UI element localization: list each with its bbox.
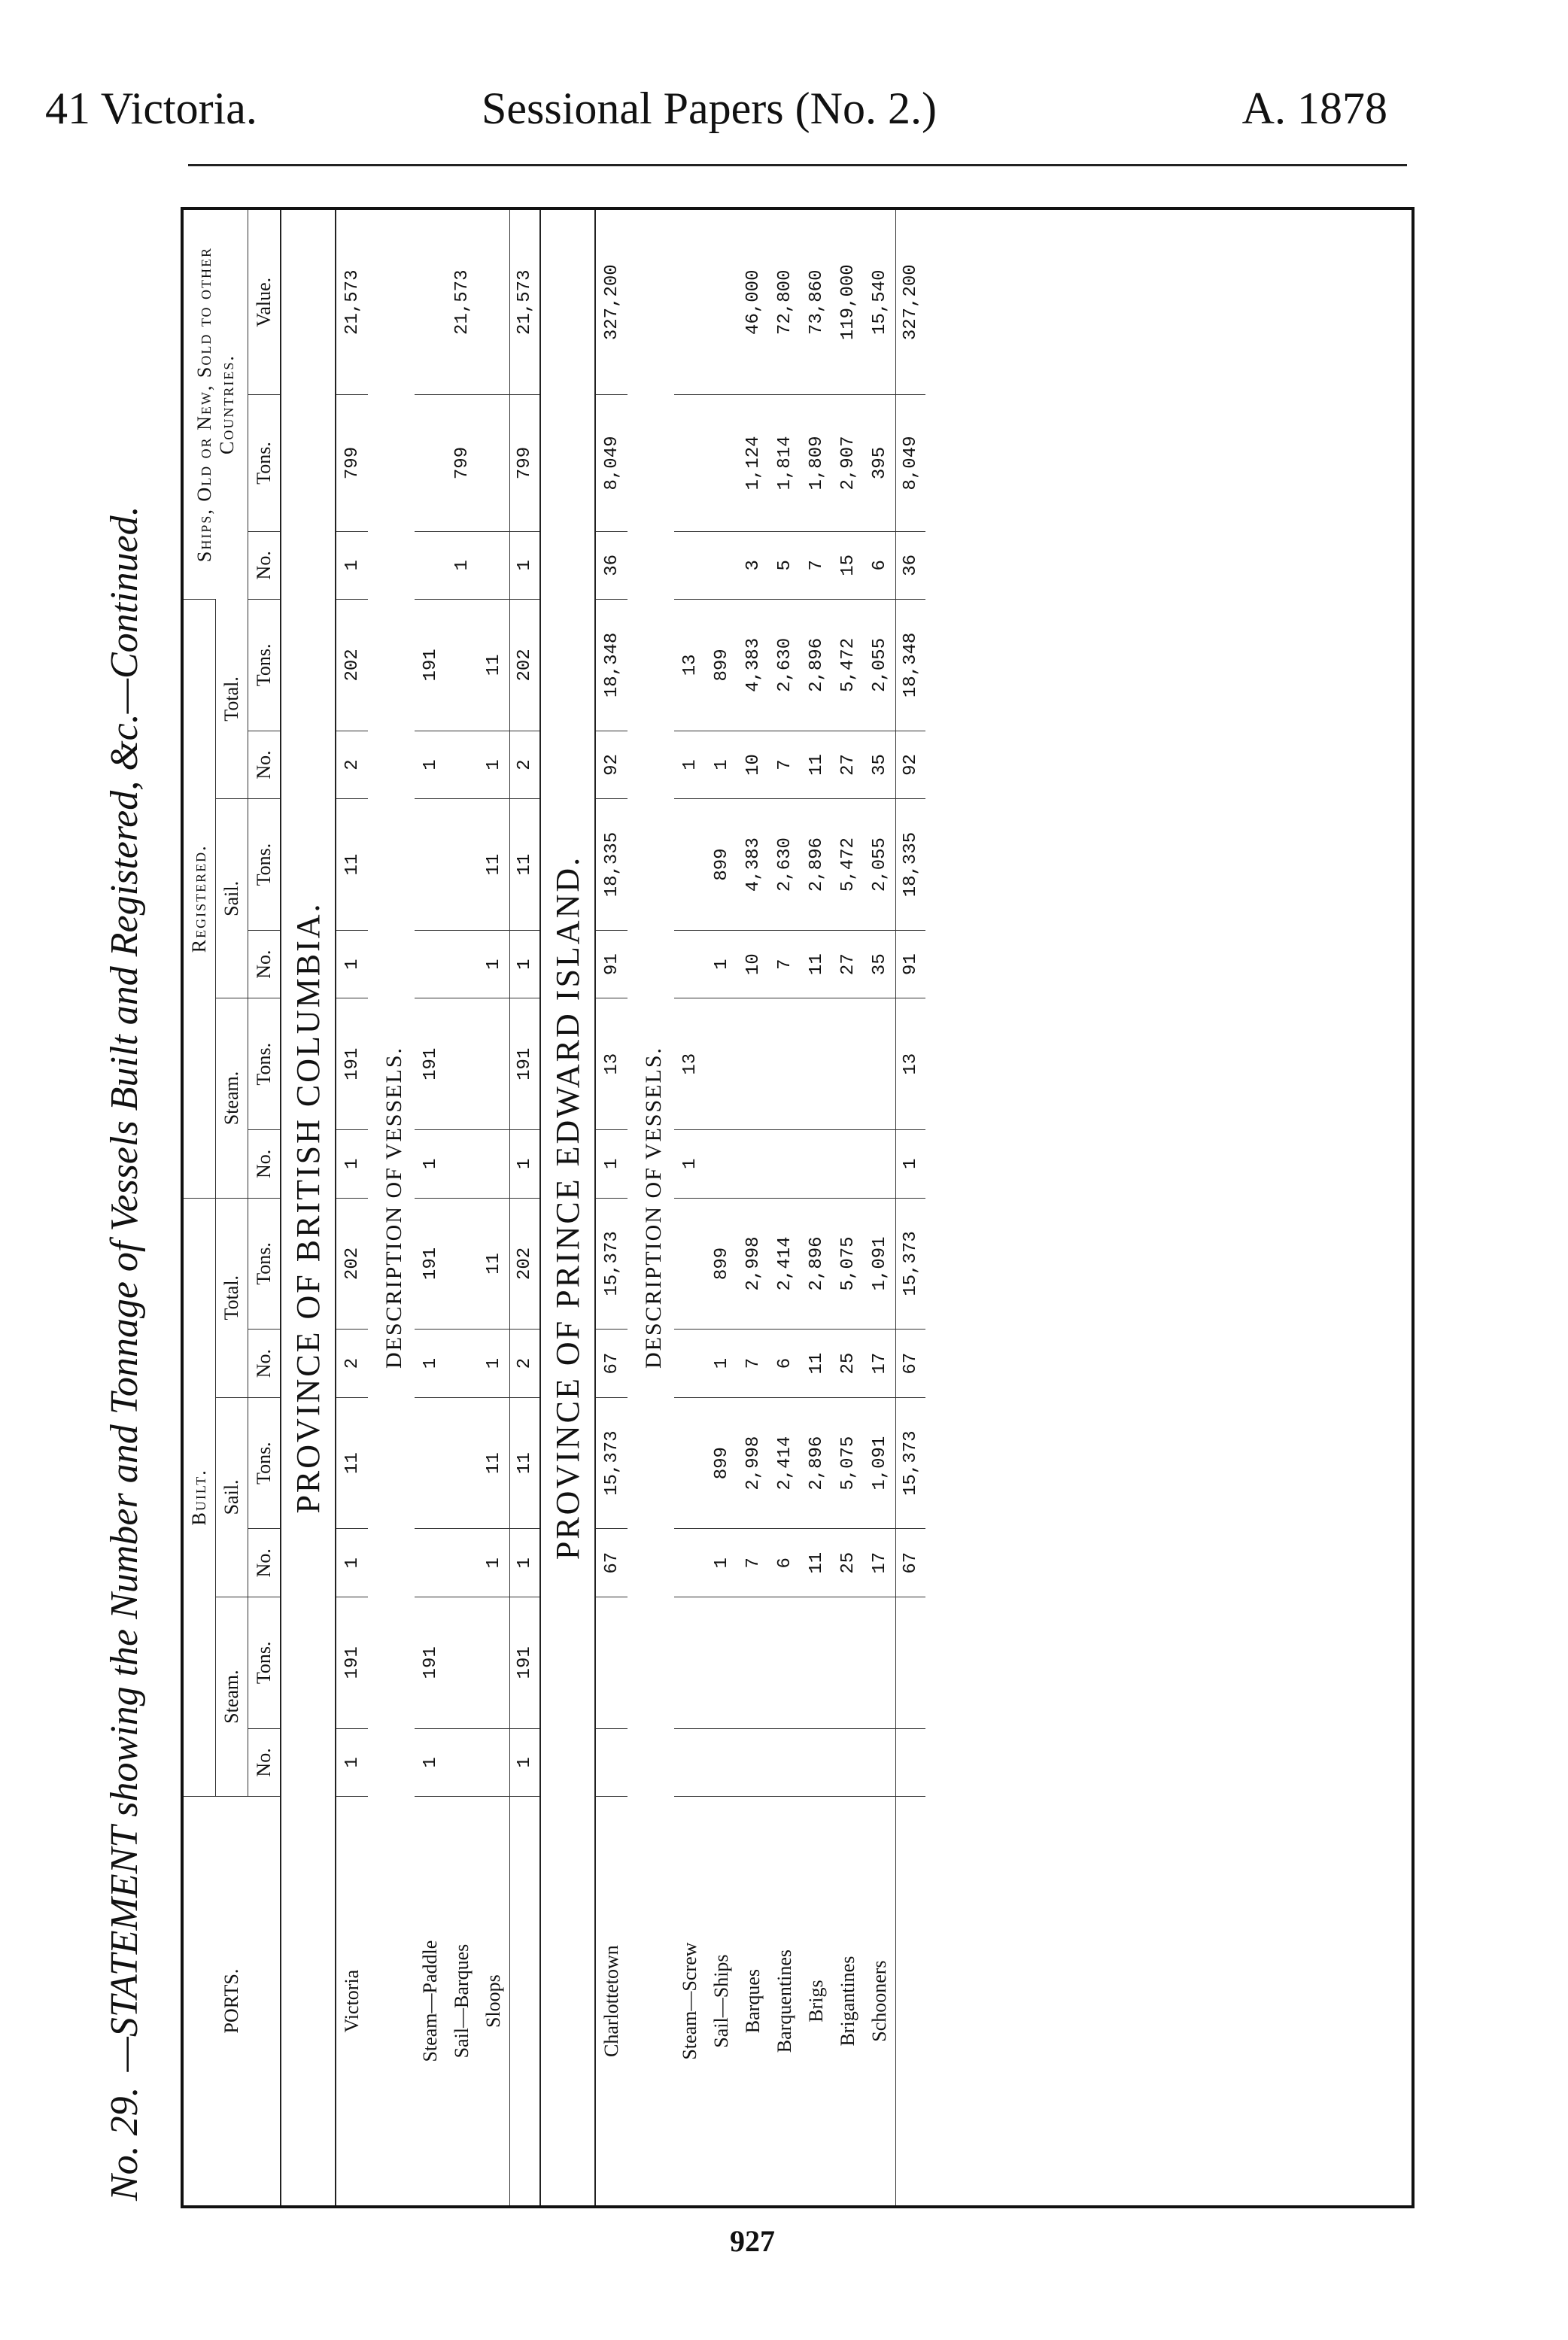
table-cell: 2,414 (769, 1397, 801, 1529)
col-registered: Registered. (184, 600, 216, 1199)
table-cell: 18,335 (595, 799, 628, 931)
table-cell (832, 1597, 864, 1729)
table-cell: 1,091 (864, 1198, 896, 1330)
header-rule (188, 164, 1407, 166)
table-cell: 799 (336, 395, 368, 531)
table-cell: 11 (801, 731, 832, 799)
table-cell (706, 531, 737, 600)
col-tons: Tons. (248, 1397, 281, 1529)
table-cell (864, 1728, 896, 1797)
col-no: No. (248, 531, 281, 600)
table-cell: 191 (510, 998, 541, 1130)
table-cell: 799 (446, 395, 478, 531)
table-cell (769, 998, 801, 1130)
table-cell: 899 (706, 799, 737, 931)
table-cell: 21,573 (342, 269, 363, 335)
table-cell: 2,896 (801, 600, 832, 731)
description-row (737, 210, 769, 2205)
table-cell: 67 (595, 1330, 628, 1398)
table-cell (706, 1597, 737, 1729)
table-cell: 1,814 (769, 395, 801, 531)
table-cell: 2,414 (769, 1198, 801, 1330)
table-cell: 1 (478, 1330, 510, 1398)
table-cell (864, 998, 896, 1130)
col-tons: Tons. (248, 1597, 281, 1729)
table-cell (706, 1130, 737, 1199)
table-cell (674, 1529, 706, 1597)
table-cell: 1 (510, 930, 541, 998)
table-cell (446, 731, 478, 799)
province-prince-edward-island-heading (540, 210, 595, 2205)
table-cell: 2,998 (737, 1198, 769, 1330)
table-cell (478, 998, 510, 1130)
table-cell: 1 (510, 1130, 541, 1199)
table-cell: 27 (832, 930, 864, 998)
header-center: Sessional Papers (No. 2.) (482, 84, 937, 133)
table-cell (674, 395, 706, 531)
table-cell: 1 (706, 930, 737, 998)
table-cell (769, 1130, 801, 1199)
table-cell (769, 1597, 801, 1729)
table-cell: 6 (769, 1529, 801, 1597)
table-cell: 72,800 (774, 269, 795, 335)
description-row (801, 210, 832, 2205)
table-cell (737, 1728, 769, 1797)
table-cell (801, 1597, 832, 1729)
table-cell: 1 (415, 1130, 446, 1199)
table-cell: 73,860 (806, 269, 827, 335)
table-cell: 67 (595, 1529, 628, 1597)
table-cell (706, 1728, 737, 1797)
statement-table (184, 210, 925, 2205)
description-row (415, 210, 446, 2205)
table-cell: 21,573 (451, 269, 473, 335)
col-tons: Tons. (248, 799, 281, 931)
table-cell: 191 (510, 1597, 541, 1729)
table-cell: 11 (478, 799, 510, 931)
table-cell: 5,472 (832, 799, 864, 931)
table-cell: 8,049 (595, 395, 628, 531)
table-cell (478, 1728, 510, 1797)
table-cell: 11 (336, 1397, 368, 1529)
table-cell (674, 930, 706, 998)
table-cell (446, 1397, 478, 1529)
table-cell (801, 998, 832, 1130)
col-value: Value. (248, 210, 281, 395)
table-cell: 327,200 (896, 210, 926, 395)
table-cell: 15,373 (896, 1198, 926, 1330)
table-cell: 1 (706, 731, 737, 799)
table-cell (674, 210, 706, 395)
table-cell: 899 (706, 1198, 737, 1330)
table-cell: 191 (415, 1597, 446, 1729)
table-cell (478, 531, 510, 600)
table-cell: 10 (737, 930, 769, 998)
table-cell: 1 (336, 531, 368, 600)
table-cell: 2,630 (769, 799, 801, 931)
table-cell: 1,809 (801, 395, 832, 531)
spacer-cell (368, 210, 374, 2205)
table-cell: 2 (510, 1330, 541, 1398)
table-cell: 191 (336, 998, 368, 1130)
province-prince-edward-island-description-heading (634, 210, 674, 2205)
table-cell (415, 1529, 446, 1597)
table-cell (446, 600, 478, 731)
table-cell: 1,091 (864, 1397, 896, 1529)
table-cell: 21,573 (510, 210, 541, 395)
table-cell: 5,075 (832, 1198, 864, 1330)
col-sold: Ships, Old or New, Sold to other Countries. (184, 210, 248, 600)
statement-body (281, 210, 925, 2205)
table-cell: 5 (769, 531, 801, 600)
province-british-columbia-description-heading-text: DESCRIPTION OF VESSELS. (381, 1046, 406, 1369)
table-cell: 1 (896, 1130, 926, 1199)
row-label (896, 1797, 926, 2205)
row-label: Schooners (864, 1797, 896, 2205)
table-cell: 1 (674, 1130, 706, 1199)
table-cell (415, 1397, 446, 1529)
table-cell: 11 (478, 1198, 510, 1330)
table-cell (674, 799, 706, 931)
table-cell: 1 (510, 531, 541, 600)
table-cell: 2 (336, 731, 368, 799)
table-cell: 1 (478, 930, 510, 998)
table-cell: 11 (336, 799, 368, 931)
description-row (769, 210, 801, 2205)
table-cell: 202 (510, 600, 541, 731)
page-number: 927 (730, 2224, 775, 2258)
table-cell: 17 (864, 1529, 896, 1597)
province-british-columbia-heading (281, 210, 336, 2205)
spacer-row (628, 210, 634, 2205)
table-cell: 5,472 (832, 600, 864, 731)
row-label: Sail—Ships (706, 1797, 737, 2205)
statement-table-frame (181, 207, 1415, 2208)
province-prince-edward-island-heading-text: PROVINCE OF PRINCE EDWARD ISLAND. (540, 210, 595, 2205)
table-cell: 2 (510, 731, 541, 799)
table-cell: 15,373 (896, 1397, 926, 1529)
table-cell: 18,335 (896, 799, 926, 931)
rotated-content (83, 192, 1437, 2223)
table-cell: 327,200 (601, 264, 622, 341)
table-cell (674, 1397, 706, 1529)
table-cell: 2,998 (737, 1397, 769, 1529)
table-cell (674, 1728, 706, 1797)
table-cell: 191 (415, 1198, 446, 1330)
table-cell (415, 531, 446, 600)
col-tons: Tons. (248, 600, 281, 731)
table-cell (864, 1130, 896, 1199)
description-row (832, 210, 864, 2205)
table-cell (832, 1130, 864, 1199)
row-label: Barquentines (769, 1797, 801, 2205)
table-cell (864, 1597, 896, 1729)
table-cell (446, 799, 478, 931)
caption-number: No. 29. (102, 2086, 146, 2201)
table-cell (737, 1130, 769, 1199)
table-cell: 4,383 (737, 600, 769, 731)
table-cell: 92 (896, 731, 926, 799)
table-cell (446, 1198, 478, 1330)
table-cell (446, 930, 478, 998)
table-cell: 202 (336, 600, 368, 731)
caption-text: —STATEMENT showing the Number and Tonnage of Vessels Built and Registered, &c.—Continued. (102, 506, 146, 2072)
table-cell: 1 (706, 1529, 737, 1597)
table-cell: 10 (737, 731, 769, 799)
table-cell: 6 (864, 531, 896, 600)
header-right: A. 1878 (1241, 84, 1387, 133)
col-tons: Tons. (248, 1198, 281, 1330)
table-cell: 13 (595, 998, 628, 1130)
col-no: No. (248, 731, 281, 799)
table-cell (737, 1597, 769, 1729)
description-row (864, 210, 896, 2205)
table-cell: 91 (896, 930, 926, 998)
table-cell: 2,630 (769, 600, 801, 731)
table-cell: 1 (446, 531, 478, 600)
table-cell: 2,896 (801, 799, 832, 931)
table-cell: 1,124 (737, 395, 769, 531)
table-cell: 2,055 (864, 799, 896, 931)
table-cell: 191 (336, 1597, 368, 1729)
table-cell: 7 (769, 731, 801, 799)
table-cell: 18,348 (595, 600, 628, 731)
table-cell: 25 (832, 1330, 864, 1398)
table-cell: 191 (415, 600, 446, 731)
row-label: Sail—Barques (446, 1797, 478, 2205)
province-british-columbia-description-heading (374, 210, 415, 2205)
col-ports: PORTS. (184, 1797, 281, 2205)
table-cell (706, 998, 737, 1130)
port-row (336, 210, 368, 2205)
port-row (595, 210, 628, 2205)
page-header (0, 0, 1568, 150)
table-cell (832, 998, 864, 1130)
table-cell (478, 210, 510, 395)
table-cell: 1 (510, 1529, 541, 1597)
table-cell: 91 (595, 930, 628, 998)
row-label: Brigantines (832, 1797, 864, 2205)
table-cell: 7 (801, 531, 832, 600)
table-cell: 35 (864, 930, 896, 998)
table-cell: 1 (510, 1728, 541, 1797)
table-cell: 5,075 (832, 1397, 864, 1529)
table-cell: 18,348 (896, 600, 926, 731)
table-cell: 13 (674, 600, 706, 731)
table-cell (446, 1728, 478, 1797)
table-cell (674, 1198, 706, 1330)
table-cell: 15,540 (869, 269, 890, 335)
table-cell: 2 (336, 1330, 368, 1398)
table-cell: 35 (864, 731, 896, 799)
table-cell: 899 (706, 600, 737, 731)
col-built-total: Total. (216, 1198, 248, 1397)
col-no: No. (248, 1330, 281, 1398)
table-cell: 1 (415, 1728, 446, 1797)
table-cell: 202 (510, 1198, 541, 1330)
table-cell: 119,000 (837, 264, 858, 341)
table-cell: 67 (896, 1529, 926, 1597)
table-cell (674, 531, 706, 600)
col-reg-sail: Sail. (216, 799, 248, 998)
table-cell: 8,049 (896, 395, 926, 531)
col-no: No. (248, 1728, 281, 1797)
spacer-row (368, 210, 374, 2205)
table-cell: 13 (896, 998, 926, 1130)
row-label: Barques (737, 1797, 769, 2205)
row-label: Brigs (801, 1797, 832, 2205)
table-cell: 67 (896, 1330, 926, 1398)
table-cell (446, 1529, 478, 1597)
table-cell: 15 (832, 531, 864, 600)
table-cell (415, 930, 446, 998)
table-cell: 11 (510, 799, 541, 931)
col-built-sail: Sail. (216, 1397, 248, 1597)
table-cell: 11 (801, 930, 832, 998)
col-tons: Tons. (248, 998, 281, 1130)
table-cell: 1 (595, 1130, 628, 1199)
table-cell: 11 (801, 1529, 832, 1597)
col-no: No. (248, 930, 281, 998)
table-cell (801, 1130, 832, 1199)
table-cell: 25 (832, 1529, 864, 1597)
table-cell (415, 395, 446, 531)
table-cell: 1 (415, 731, 446, 799)
table-cell: 1 (478, 1529, 510, 1597)
table-cell: 13 (674, 998, 706, 1130)
table-cell: 899 (706, 1397, 737, 1529)
table-cell (415, 210, 446, 395)
table-cell (415, 799, 446, 931)
table-cell: 1 (674, 731, 706, 799)
table-cell (478, 1130, 510, 1199)
table-cell: 395 (864, 395, 896, 531)
table-cell: 2,907 (832, 395, 864, 531)
province-prince-edward-island-description-heading-text: DESCRIPTION OF VESSELS. (641, 1046, 666, 1369)
total-row (896, 210, 926, 2205)
col-no: No. (248, 1529, 281, 1597)
table-cell (446, 1597, 478, 1729)
table-cell: 3 (737, 531, 769, 600)
table-cell (595, 1728, 628, 1797)
description-row (478, 210, 510, 2205)
col-reg-total: Total. (216, 600, 248, 799)
table-cell: 1 (415, 1330, 446, 1398)
statement-caption (83, 214, 166, 2201)
row-label: Sloops (478, 1797, 510, 2205)
table-cell: 2,896 (801, 1397, 832, 1529)
description-row (706, 210, 737, 2205)
table-cell (706, 395, 737, 531)
table-cell: 4,383 (737, 799, 769, 931)
table-cell: 191 (415, 998, 446, 1130)
col-no: No. (248, 1130, 281, 1199)
spacer-cell (628, 210, 634, 2205)
row-label: Victoria (336, 1797, 368, 2205)
table-cell: 46,000 (743, 269, 764, 335)
header-left: 41 Victoria. (45, 84, 257, 133)
col-built-steam: Steam. (216, 1597, 248, 1797)
table-cell (737, 998, 769, 1130)
table-cell (446, 1130, 478, 1199)
table-cell: 7 (769, 930, 801, 998)
description-row (674, 210, 706, 2205)
table-cell: 1 (336, 1130, 368, 1199)
table-cell: 202 (336, 1198, 368, 1330)
table-cell (832, 1728, 864, 1797)
table-cell (769, 1728, 801, 1797)
table-cell: 2,055 (864, 600, 896, 731)
table-cell (896, 1597, 926, 1729)
table-cell: 11 (478, 1397, 510, 1529)
table-cell (706, 210, 737, 395)
table-cell: 6 (769, 1330, 801, 1398)
table-cell (674, 1597, 706, 1729)
table-cell: 17 (864, 1330, 896, 1398)
col-built: Built. (184, 1198, 216, 1797)
row-label: Steam—Paddle (415, 1797, 446, 2205)
rotated-page-area (83, 192, 1437, 2223)
table-cell (478, 395, 510, 531)
table-cell (674, 1330, 706, 1398)
table-cell: 1 (478, 731, 510, 799)
table-cell: 1 (336, 1728, 368, 1797)
total-row (510, 210, 541, 2205)
table-cell: 36 (896, 531, 926, 600)
table-cell (446, 1330, 478, 1398)
table-cell: 15,373 (595, 1198, 628, 1330)
table-cell: 11 (510, 1397, 541, 1529)
province-british-columbia-heading-text: PROVINCE OF BRITISH COLUMBIA. (281, 210, 336, 2205)
col-tons: Tons. (248, 395, 281, 531)
table-cell: 7 (737, 1529, 769, 1597)
row-label: Steam—Screw (674, 1797, 706, 2205)
row-label (510, 1797, 541, 2205)
table-cell: 1 (336, 1529, 368, 1597)
table-cell: 15,373 (595, 1397, 628, 1529)
table-cell (446, 998, 478, 1130)
table-cell: 799 (510, 395, 541, 531)
table-cell: 7 (737, 1330, 769, 1398)
table-cell: 1 (336, 930, 368, 998)
table-cell: 11 (801, 1330, 832, 1398)
col-reg-steam: Steam. (216, 998, 248, 1198)
table-cell (801, 1728, 832, 1797)
table-cell (478, 1597, 510, 1729)
table-cell: 2,896 (801, 1198, 832, 1330)
table-cell: 27 (832, 731, 864, 799)
table-cell: 11 (478, 600, 510, 731)
table-cell (595, 1597, 628, 1729)
description-row (446, 210, 478, 2205)
table-cell: 36 (595, 531, 628, 600)
row-label: Charlottetown (595, 1797, 628, 2205)
table-cell: 92 (595, 731, 628, 799)
table-cell: 1 (706, 1330, 737, 1398)
table-cell (896, 1728, 926, 1797)
